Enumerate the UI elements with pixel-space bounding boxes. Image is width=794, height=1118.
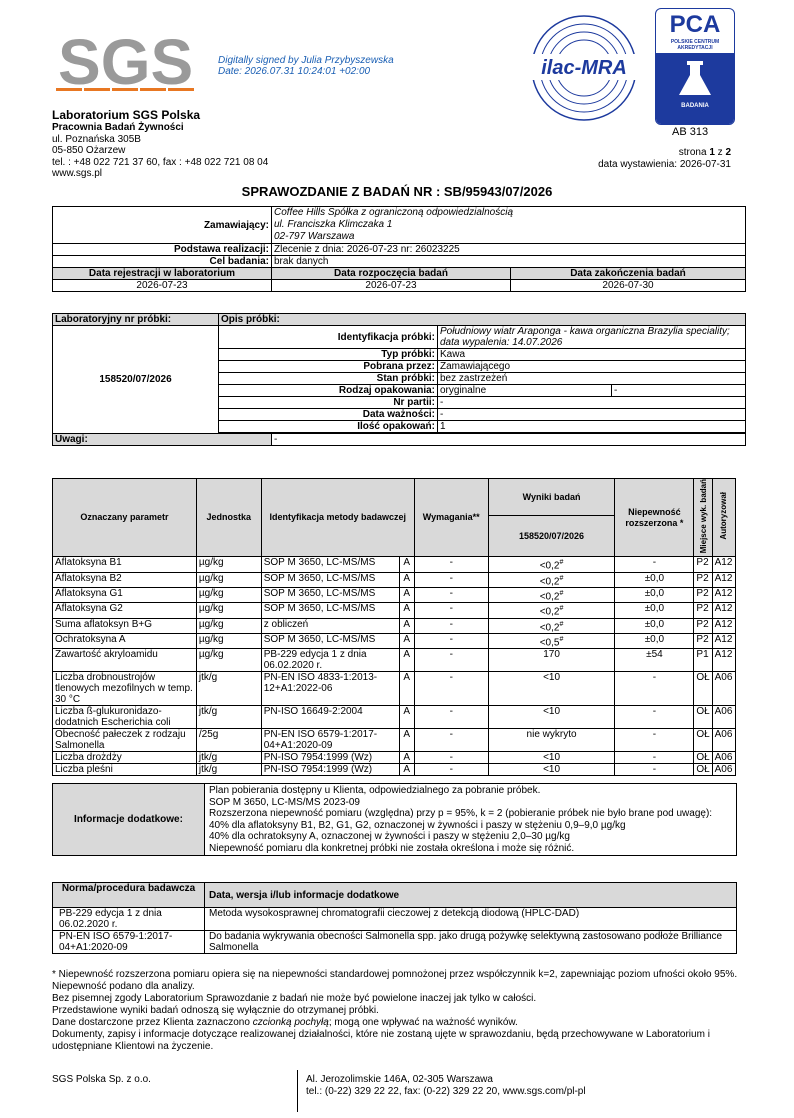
results-accreditation: A	[399, 633, 414, 648]
results-param: Liczba pleśni	[53, 764, 197, 776]
results-place: P2	[694, 618, 712, 633]
results-authorized: A12	[712, 618, 735, 633]
pca-blue-panel	[656, 53, 734, 124]
results-authorized: A12	[712, 633, 735, 648]
results-accreditation: A	[399, 557, 414, 572]
client-table	[52, 206, 746, 292]
state-label: Stan próbki:	[219, 373, 438, 385]
results-param: Zawartość akryloamidu	[53, 649, 197, 672]
results-param: Obecność pałeczek z rodzaju Salmonella	[53, 729, 197, 752]
footnote-records: Dokumenty, zapisy i informacje dotyczące realizowanej działalności, które nie zostaną ujęte w sprawozdaniu, będą przechowywane w Laboratorium i udostępniane Klientowi na życzenie.	[52, 1029, 710, 1052]
issue-date: data wystawienia: 2026-07-31	[598, 159, 731, 170]
results-place: OŁ	[694, 752, 712, 764]
start-date-value: 2026-07-23	[272, 280, 511, 292]
results-unit: jtk/g	[196, 672, 261, 706]
norms-table	[52, 882, 737, 954]
results-place: P2	[694, 572, 712, 587]
lab-address-block	[52, 109, 268, 180]
results-method: PN-EN ISO 6579-1:2017-04+A1:2020-09	[261, 729, 399, 752]
results-value: <0,5#	[488, 633, 615, 648]
page-number: strona 1 z 2	[678, 147, 731, 158]
results-param: Suma aflatoksyn B+G	[53, 618, 197, 633]
lab-dept: Pracownia Badań Żywności	[52, 122, 184, 133]
results-accreditation: A	[399, 603, 414, 618]
results-param: Liczba drożdży	[53, 752, 197, 764]
results-row	[53, 706, 736, 729]
results-param: Ochratoksyna A	[53, 633, 197, 648]
results-accreditation: A	[399, 672, 414, 706]
results-requirement: -	[414, 587, 488, 602]
results-place: P1	[694, 649, 712, 672]
result-mark: #	[559, 605, 564, 613]
info-label: Informacje dodatkowe:	[53, 784, 205, 856]
results-method: PN-ISO 16649-2:2004	[261, 706, 399, 729]
results-uncertainty: ±0,0	[615, 603, 694, 618]
results-row	[53, 764, 736, 776]
results-uncertainty: ±0,0	[615, 572, 694, 587]
qty-label: Ilość opakowań:	[219, 421, 438, 433]
pca-subtitle-1: POLSKIE CENTRUM	[670, 39, 720, 45]
results-method: PN-EN ISO 4833-1:2013-12+A1:2022-06	[261, 672, 399, 706]
results-uncertainty: -	[615, 557, 694, 572]
results-method: PN-ISO 7954:1999 (Wz)	[261, 752, 399, 764]
col-unc: Niepewność rozszerzona *	[615, 479, 694, 557]
type-label: Typ próbki:	[219, 349, 438, 361]
norms-col-2: Data, wersja i/lub informacje dodatkowe	[205, 883, 737, 908]
results-uncertainty: ±0,0	[615, 587, 694, 602]
results-requirement: -	[414, 603, 488, 618]
results-authorized: A06	[712, 764, 735, 776]
purpose-value: brak danych	[272, 256, 746, 268]
results-requirement: -	[414, 752, 488, 764]
start-date-label: Data rozpoczęcia badań	[272, 268, 511, 280]
norm-row-1-info: Metoda wysokosprawnej chromatografii cieczowej z detekcją diodową (HPLC-DAD)	[205, 908, 737, 931]
results-value: <10	[488, 764, 615, 776]
svg-text:SGS: SGS	[58, 30, 194, 98]
results-method: PB-229 edycja 1 z dnia 06.02.2020 r.	[261, 649, 399, 672]
col-place: Miejsce wyk. badań	[694, 479, 712, 557]
results-param: Liczba ß-glukuronidazo-dodatnich Escherichia coli	[53, 706, 197, 729]
results-requirement: -	[414, 633, 488, 648]
pack-label: Rodzaj opakowania:	[219, 385, 438, 397]
reg-date-label: Data rejestracji w laboratorium	[53, 268, 272, 280]
results-requirement: -	[414, 764, 488, 776]
type-value: Kawa	[438, 349, 746, 361]
results-value: <0,2#	[488, 557, 615, 572]
col-auth: Autoryzował	[712, 479, 735, 557]
result-mark: #	[559, 589, 564, 597]
pack-value: oryginalne	[438, 385, 612, 397]
results-uncertainty: -	[615, 672, 694, 706]
results-unit: µg/kg	[196, 572, 261, 587]
batch-value: -	[438, 397, 746, 409]
results-method: SOP M 3650, LC-MS/MS	[261, 603, 399, 618]
results-uncertainty: -	[615, 752, 694, 764]
sgs-logo	[56, 30, 196, 98]
results-authorized: A12	[712, 603, 735, 618]
pca-badania: BADANIA	[681, 103, 709, 109]
results-accreditation: A	[399, 587, 414, 602]
basis-label: Podstawa realizacji:	[53, 244, 272, 256]
results-unit: jtk/g	[196, 764, 261, 776]
results-uncertainty: -	[615, 706, 694, 729]
results-unit: µg/kg	[196, 603, 261, 618]
state-value: bez zastrzeżeń	[438, 373, 746, 385]
results-place: OŁ	[694, 729, 712, 752]
results-authorized: A06	[712, 672, 735, 706]
results-method: SOP M 3650, LC-MS/MS	[261, 557, 399, 572]
results-accreditation: A	[399, 764, 414, 776]
results-place: OŁ	[694, 672, 712, 706]
results-value: <0,2#	[488, 587, 615, 602]
expiry-label: Data ważności:	[219, 409, 438, 421]
results-requirement: -	[414, 729, 488, 752]
results-value: <0,2#	[488, 618, 615, 633]
results-uncertainty: -	[615, 729, 694, 752]
results-unit: /25g	[196, 729, 261, 752]
results-unit: jtk/g	[196, 706, 261, 729]
results-authorized: A12	[712, 587, 735, 602]
results-method: PN-ISO 7954:1999 (Wz)	[261, 764, 399, 776]
notes-label: Uwagi:	[53, 434, 272, 446]
results-accreditation: A	[399, 572, 414, 587]
desc-label: Opis próbki:	[219, 314, 746, 326]
footnote-copy: Bez pisemnej zgody Laboratorium Sprawozdanie z badań nie może być powielone inaczej jak tylko w całości.	[52, 993, 537, 1004]
col-sample: 158520/07/2026	[488, 516, 615, 557]
lab-no-label: Laboratoryjny nr próbki:	[53, 314, 219, 326]
info-table	[52, 783, 737, 856]
results-requirement: -	[414, 672, 488, 706]
footnotes	[52, 969, 740, 1053]
results-authorized: A12	[712, 557, 735, 572]
expiry-value: -	[438, 409, 746, 421]
results-place: P2	[694, 603, 712, 618]
footer-divider	[297, 1070, 298, 1112]
col-results: Wyniki badań	[488, 479, 615, 516]
report-title: SPRAWOZDANIE Z BADAŃ NR : SB/95943/07/2026	[241, 184, 553, 199]
pca-title: PCA	[669, 11, 721, 38]
signature-line-2: Date: 2026.07.31 10:24:01 +02:00	[218, 66, 371, 77]
footnote-results: Przedstawione wyniki badań odnoszą się wyłącznie do otrzymanej próbki.	[52, 1005, 379, 1016]
taken-label: Pobrana przez:	[219, 361, 438, 373]
results-requirement: -	[414, 649, 488, 672]
digital-signature	[218, 55, 394, 77]
batch-label: Nr partii:	[219, 397, 438, 409]
results-param: Aflatoksyna G2	[53, 603, 197, 618]
col-unit: Jednostka	[196, 479, 261, 557]
result-mark: #	[559, 635, 564, 643]
ab-number: AB 313	[672, 126, 709, 138]
info-text: Plan pobierania dostępny u Klienta, odpowiedzialnego za pobranie próbek. SOP M 3650, LC-MS/MS 2023-09 Rozszerzona niepewność pomiaru (względna) przy p = 95%, k = 2 (pobieranie próbek nie było brane pod uwagę): 40% dla aflatoksyny B1, B2, G1, G2, oznaczonej w żywności i paszy w stężeniu 0,9–9,0 µg/kg 40% dla ochratoksyny A, oznaczonej w żywności i paszy w stężeniu 2,0–30 µg/kg Niepewność pomiaru dla konkretnej próbki nie została określona i może się różnić.	[205, 784, 737, 856]
footer-address: Al. Jerozolimskie 146A, 02-305 Warszawa	[306, 1074, 493, 1085]
results-value: <10	[488, 672, 615, 706]
lab-street: ul. Poznańska 305B	[52, 133, 141, 145]
lab-phone: tel. : +48 022 721 37 60, fax : +48 022 721 08 04	[52, 156, 269, 168]
svg-text:ilac-MRA: ilac-MRA	[541, 57, 627, 79]
results-uncertainty: ±54	[615, 649, 694, 672]
footnote-client-data: Dane dostarczone przez Klienta zaznaczono czcionką pochyłą; mogą one wpływać na ważność wyników.	[52, 1017, 518, 1028]
ident-value: Południowy wiatr Araponga - kawa organiczna Brazylia speciality; data wypalenia: 14.07.2026	[438, 326, 746, 349]
lab-web: www.sgs.pl	[52, 168, 103, 179]
basis-value: Zlecenie z dnia: 2026-07-23 nr: 26023225	[272, 244, 746, 256]
results-unit: µg/kg	[196, 557, 261, 572]
col-method: Identyfikacja metody badawczej	[261, 479, 414, 557]
pca-subtitle-2: AKREDYTACJI	[677, 45, 713, 51]
results-unit: µg/kg	[196, 633, 261, 648]
footer-company: SGS Polska Sp. z o.o.	[52, 1074, 151, 1085]
results-value: <0,2#	[488, 603, 615, 618]
taken-value: Zamawiającego	[438, 361, 746, 373]
ilac-mra-logo	[528, 12, 640, 124]
results-accreditation: A	[399, 729, 414, 752]
results-method: SOP M 3650, LC-MS/MS	[261, 587, 399, 602]
results-row	[53, 618, 736, 633]
results-row	[53, 729, 736, 752]
results-param: Aflatoksyna B2	[53, 572, 197, 587]
pack-extra: -	[612, 385, 746, 397]
lab-city: 05-850 Ożarzew	[52, 145, 126, 156]
results-place: P2	[694, 587, 712, 602]
sample-table	[52, 313, 746, 446]
results-place: OŁ	[694, 764, 712, 776]
results-authorized: A06	[712, 729, 735, 752]
results-param: Aflatoksyna B1	[53, 557, 197, 572]
results-table	[52, 478, 736, 776]
notes-value: -	[272, 434, 746, 446]
results-requirement: -	[414, 557, 488, 572]
signature-line-1: Digitally signed by Julia Przybyszewska	[218, 55, 394, 66]
results-requirement: -	[414, 706, 488, 729]
end-date-value: 2026-07-30	[511, 280, 746, 292]
results-unit: µg/kg	[196, 587, 261, 602]
results-row	[53, 672, 736, 706]
results-unit: µg/kg	[196, 649, 261, 672]
client-value: Coffee Hills Spółka z ograniczoną odpowiedzialnością ul. Franciszka Klimczaka 1 02-797 Warszawa	[272, 207, 746, 244]
results-accreditation: A	[399, 706, 414, 729]
results-requirement: -	[414, 572, 488, 587]
results-row	[53, 633, 736, 648]
results-method: SOP M 3650, LC-MS/MS	[261, 633, 399, 648]
norm-row-2-info: Do badania wykrywania obecności Salmonella spp. jako drugą pożywkę selektywną zastosowano podłoże Brilliance Salmonella	[205, 931, 737, 954]
results-uncertainty: -	[615, 764, 694, 776]
result-mark: #	[559, 574, 564, 582]
ident-label: Identyfikacja próbki:	[219, 326, 438, 349]
pca-logo	[655, 8, 735, 125]
reg-date-value: 2026-07-23	[53, 280, 272, 292]
col-param: Oznaczany parametr	[53, 479, 197, 557]
results-row	[53, 649, 736, 672]
results-value: 170	[488, 649, 615, 672]
norm-row-2-norm: PN-EN ISO 6579-1:2017-04+A1:2020-09	[53, 931, 205, 954]
results-unit: µg/kg	[196, 618, 261, 633]
results-accreditation: A	[399, 752, 414, 764]
results-accreditation: A	[399, 649, 414, 672]
results-value: <0,2#	[488, 572, 615, 587]
results-accreditation: A	[399, 618, 414, 633]
qty-value: 1	[438, 421, 746, 433]
col-req: Wymagania**	[414, 479, 488, 557]
client-label: Zamawiający:	[53, 207, 272, 244]
result-mark: #	[559, 620, 564, 628]
footnote-uncertainty: * Niepewność rozszerzona pomiaru opiera się na niepewności standardowej pomnożonej przez współczynnik k=2, zapewniając poziom ufności około 95%. Niepewność podano dla analizy.	[52, 969, 738, 992]
norms-col-1: Norma/procedura badawcza	[53, 883, 205, 908]
results-uncertainty: ±0,0	[615, 618, 694, 633]
results-authorized: A12	[712, 572, 735, 587]
results-row	[53, 557, 736, 572]
norm-row-1-norm: PB-229 edycja 1 z dnia 06.02.2020 r.	[53, 908, 205, 931]
results-row	[53, 752, 736, 764]
results-authorized: A06	[712, 752, 735, 764]
results-value: nie wykryto	[488, 729, 615, 752]
results-method: SOP M 3650, LC-MS/MS	[261, 572, 399, 587]
results-row	[53, 572, 736, 587]
results-param: Liczba drobnoustrojów tlenowych mezofilnych w temp. 30 °C	[53, 672, 197, 706]
results-place: P2	[694, 633, 712, 648]
lab-name: Laboratorium SGS Polska	[52, 108, 201, 122]
results-uncertainty: ±0,0	[615, 633, 694, 648]
result-mark: #	[559, 559, 564, 567]
results-value: <10	[488, 706, 615, 729]
results-authorized: A12	[712, 649, 735, 672]
flask-icon	[656, 53, 734, 103]
results-place: P2	[694, 557, 712, 572]
lab-no-value: 158520/07/2026	[53, 326, 219, 434]
results-value: <10	[488, 752, 615, 764]
results-unit: jtk/g	[196, 752, 261, 764]
end-date-label: Data zakończenia badań	[511, 268, 746, 280]
purpose-label: Cel badania:	[53, 256, 272, 268]
results-requirement: -	[414, 618, 488, 633]
results-param: Aflatoksyna G1	[53, 587, 197, 602]
results-row	[53, 603, 736, 618]
results-place: OŁ	[694, 706, 712, 729]
results-authorized: A06	[712, 706, 735, 729]
footer-contact: tel.: (0-22) 329 22 22, fax: (0-22) 329 22 20, www.sgs.com/pl-pl	[306, 1086, 586, 1097]
results-method: z obliczeń	[261, 618, 399, 633]
results-row	[53, 587, 736, 602]
